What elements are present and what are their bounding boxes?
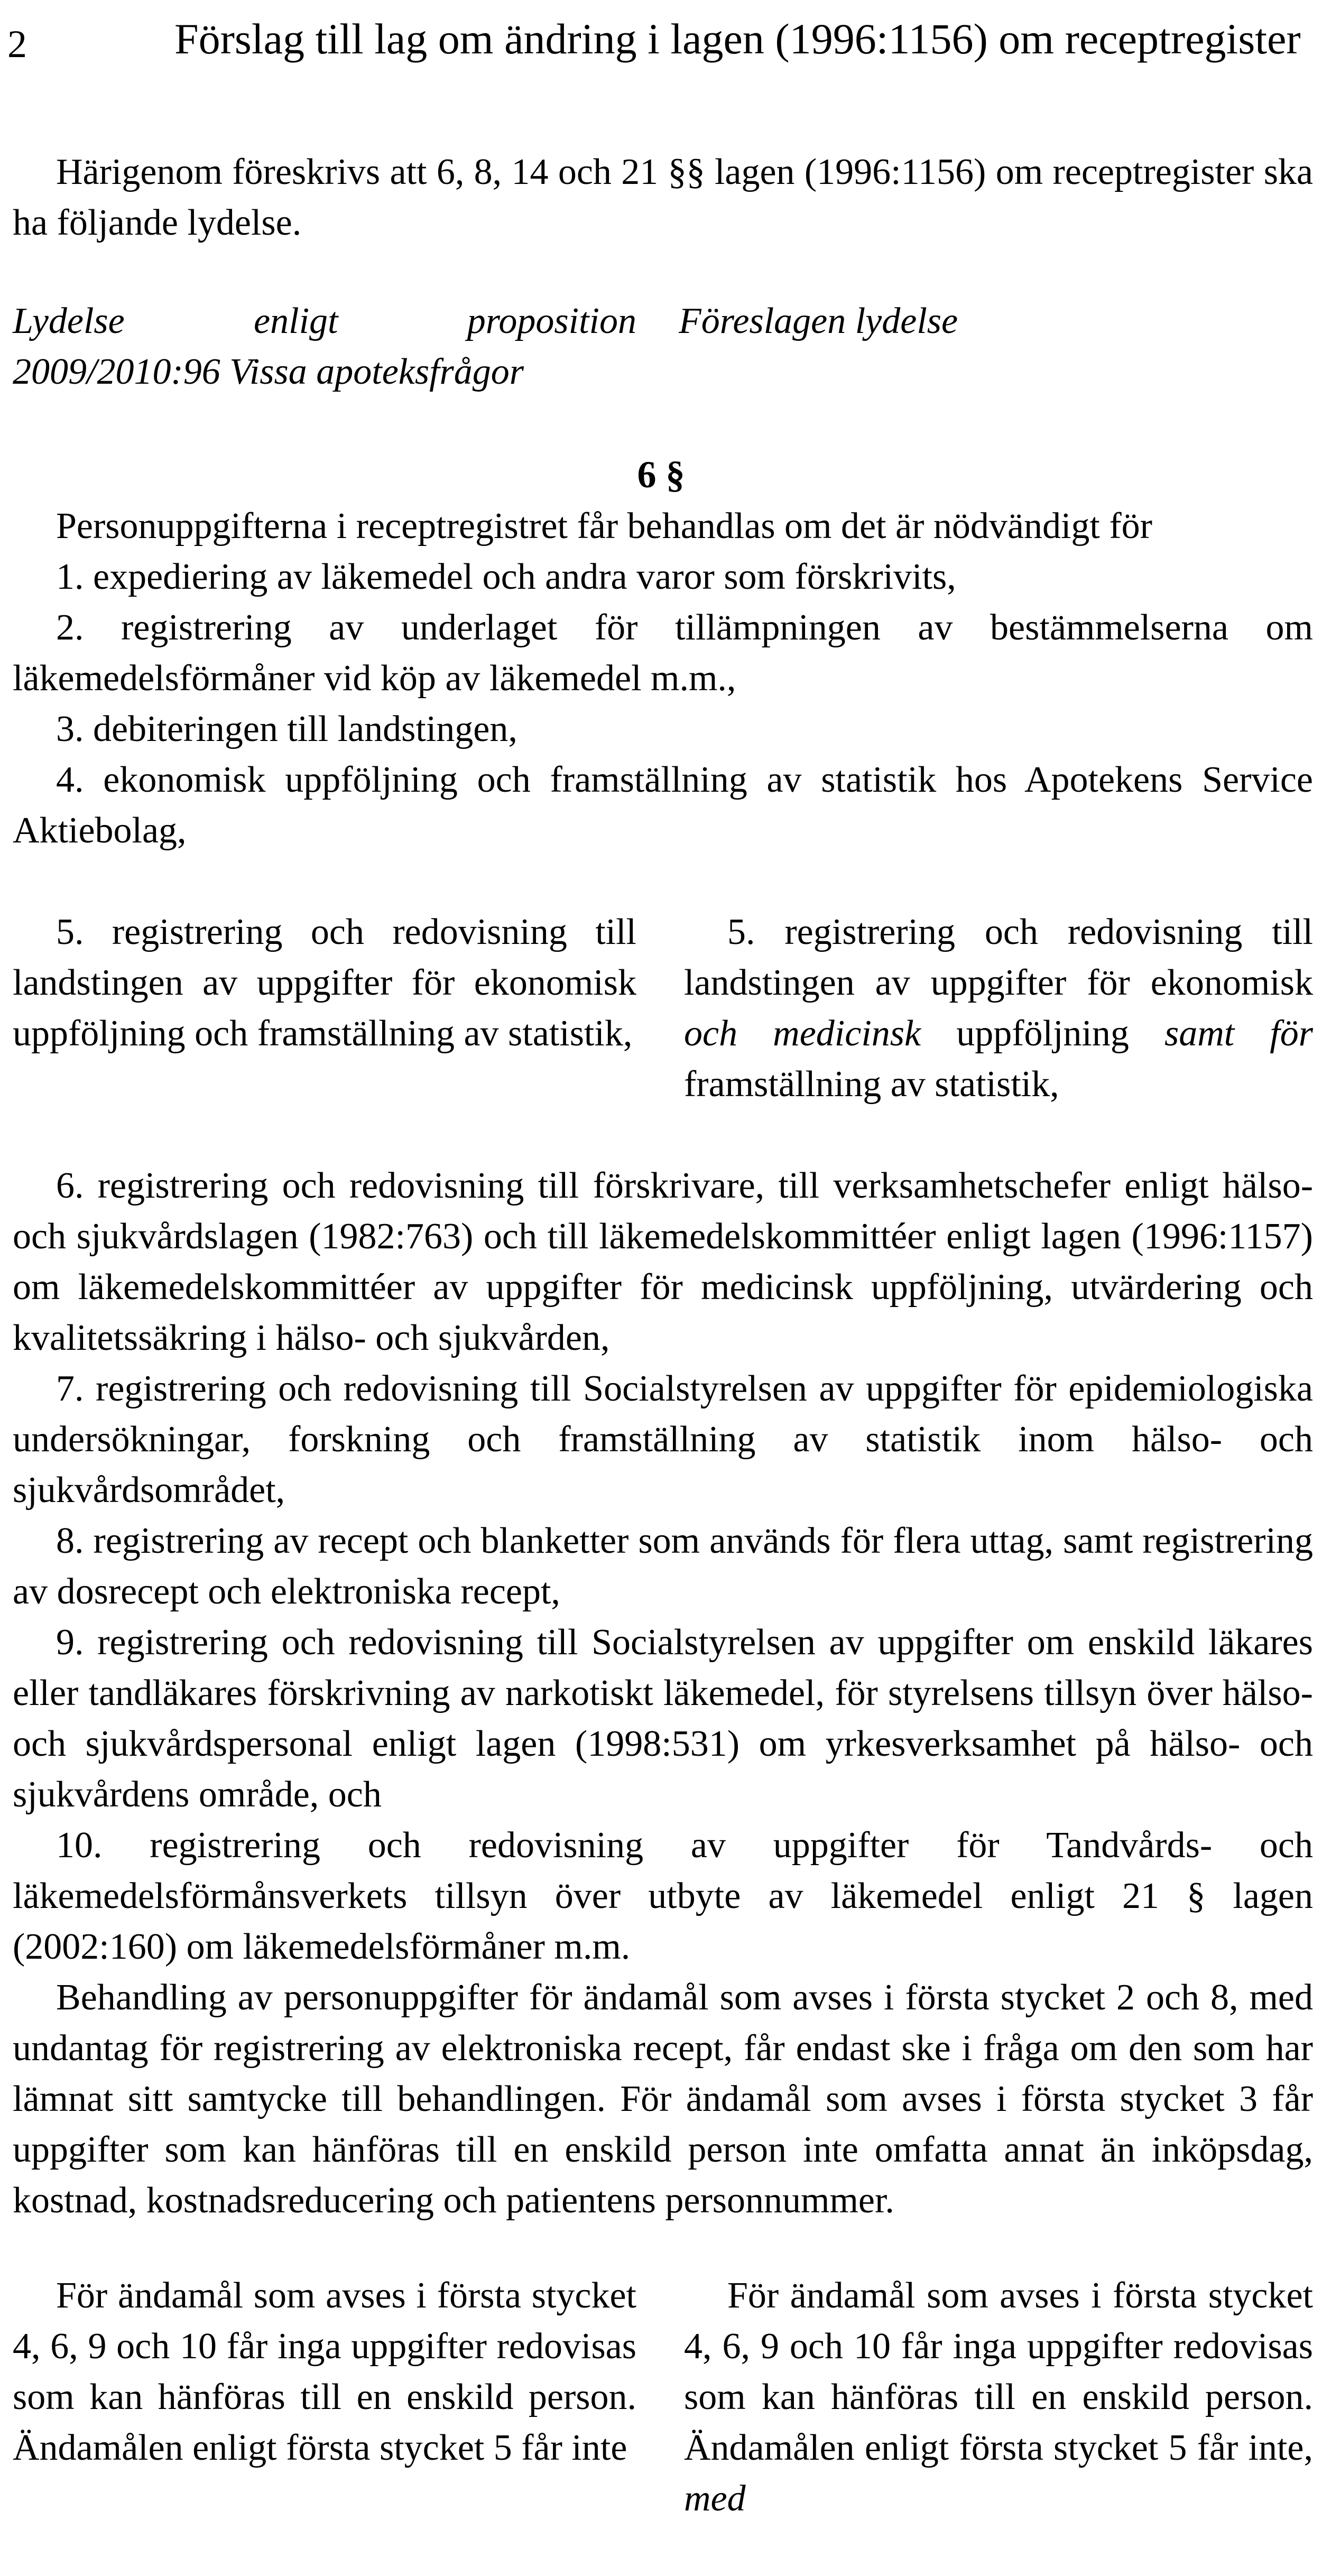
list-item: 10. registrering och redovisning av uppgifter för Tandvårds- och läkemedelsförmånsverkets tillsyn över utbyte av läkemedel enligt 21 § lagen (2002:160) om läkemedelsförmåner m.m. — [13, 1825, 1313, 1967]
list-item: 4. ekonomisk uppföljning och framställning av statistik hos Apotekens Service Aktiebolag, — [13, 759, 1313, 851]
item-5-proposed: 5. registrering och redovisning till landstingen av uppgifter för ekonomisk och medicinsk uppföljning samt för framställning av statistik, — [684, 912, 1313, 1105]
final-paragraph-proposed: För ändamål som avses i första stycket 4, 6, 9 och 10 får inga uppgifter redovisas som kan hänföras till en enskild person. Ändamålen enligt första stycket 5 får inte, med — [684, 2275, 1313, 2519]
amended-text: med — [684, 2478, 746, 2519]
list-item: 2. registrering av underlaget för tillämpningen av bestämmelserna om läkemedelsförmåner vid köp av läkemedel m.m., — [13, 607, 1313, 699]
header-word: Lydelse — [13, 301, 125, 341]
intro-paragraph: Härigenom föreskrivs att 6, 8, 14 och 21 §§ lagen (1996:1156) om receptregister ska ha följande lydelse. — [13, 152, 1313, 243]
final-paragraph-comparison — [13, 2271, 1313, 2524]
list-item: 1. expediering av läkemedel och andra varor som förskrivits, — [56, 557, 956, 597]
final-paragraph-current: För ändamål som avses i första stycket 4, 6, 9 och 10 får inga uppgifter redovisas som kan hänföras till en enskild person. Ändamålen enligt första stycket 5 får inte — [13, 2275, 636, 2468]
section-body-top — [13, 501, 1313, 856]
list-item: 9. registrering och redovisning till Socialstyrelsen av uppgifter om enskild läkares eller tandläkares förskrivning av narkotiskt läkemedel, för styrelsens tillsyn över hälso- och sjukvårdspersonal enligt lagen (1998:531) om yrkesverksamhet på hälso- och sjukvårdens område, och — [13, 1622, 1313, 1815]
amended-text: samt för — [1164, 1013, 1313, 1054]
paragraph-behandling: Behandling av personuppgifter för ändamål som avses i första stycket 2 och 8, med undantag för registrering av elektroniska recept, får endast ske i fråga om den som har lämnat sitt samtycke till behandlingen. För ändamål som avses i första stycket 3 får uppgifter som kan hänföras till en enskild person inte omfatta annat än inköpsdag, kostnad, kostnadsreducering och patientens personnummer. — [13, 1977, 1313, 2221]
current-wording-header — [13, 296, 636, 397]
header-word: proposition — [467, 301, 636, 341]
section-heading: 6 § — [637, 453, 685, 496]
amended-text: och medicinsk — [684, 1013, 921, 1054]
page-number: 2 — [7, 23, 27, 66]
section-body-middle — [13, 1161, 1313, 2226]
header-line-2: 2009/2010:96 Vissa apoteksfrågor — [13, 351, 524, 392]
list-item: 3. debiteringen till landstingen, — [56, 709, 517, 749]
list-item: 6. registrering och redovisning till förskrivare, till verksamhetschefer enligt hälso- och sjukvårdslagen (1982:763) och till läkemedelskommittéer enligt lagen (1996:1157) om läkemedelskommittéer av uppgifter för medicinsk uppföljning, utvärdering och kvalitetssäkring i hälso- och sjukvården, — [13, 1165, 1313, 1358]
lead-paragraph: Personuppgifterna i receptregistret får behandlas om det är nödvändigt för — [56, 506, 1152, 546]
item-5-current: 5. registrering och redovisning till landstingen av uppgifter för ekonomisk uppföljning och framställning av statistik, — [13, 912, 636, 1054]
proposed-wording-header: Föreslagen lydelse — [679, 301, 958, 341]
document-title: Förslag till lag om ändring i lagen (1996:1156) om receptregister — [174, 15, 1301, 63]
item-5-comparison — [13, 907, 1313, 1110]
list-item: 8. registrering av recept och blanketter som används för flera uttag, samt registrering av dosrecept och elektroniska recept, — [13, 1521, 1313, 1612]
header-word: enligt — [254, 301, 338, 341]
list-item: 7. registrering och redovisning till Socialstyrelsen av uppgifter för epidemiologiska undersökningar, forskning och framställning av statistik inom hälso- och sjukvårdsområdet, — [13, 1368, 1313, 1511]
